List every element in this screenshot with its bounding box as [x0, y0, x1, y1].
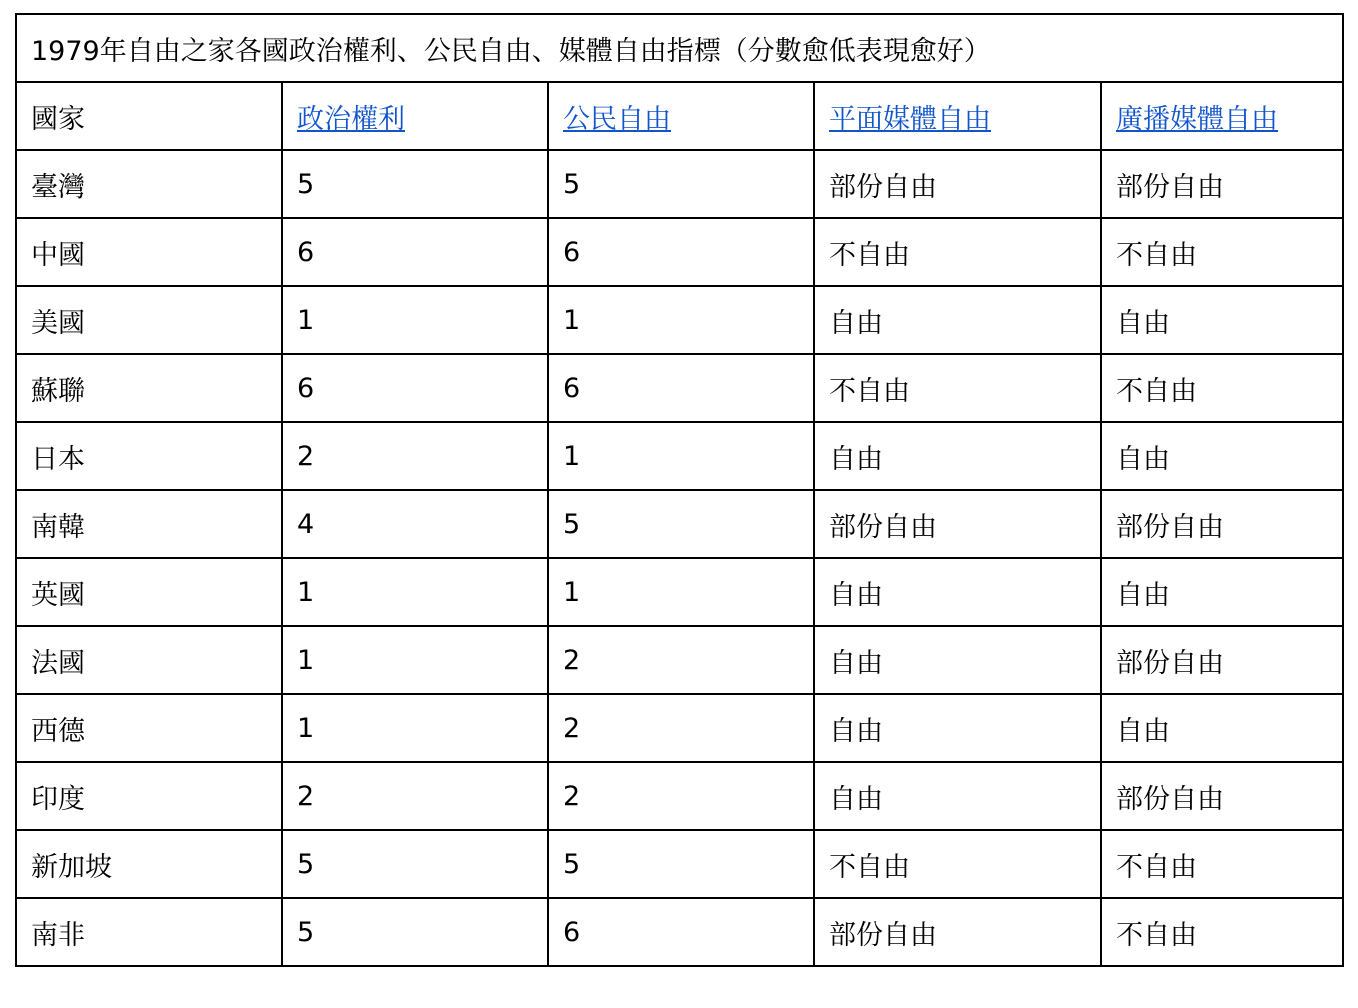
cell-print-media: 自由	[814, 762, 1101, 830]
header-country: 國家	[16, 82, 282, 150]
freedom-index-table	[15, 13, 1344, 967]
table-row	[16, 286, 1343, 354]
cell-country: 法國	[16, 626, 282, 694]
cell-broadcast-media: 不自由	[1101, 218, 1343, 286]
cell-country: 新加坡	[16, 830, 282, 898]
table-row	[16, 422, 1343, 490]
cell-print-media: 不自由	[814, 830, 1101, 898]
cell-country: 西德	[16, 694, 282, 762]
header-political-rights	[282, 82, 548, 150]
cell-political-rights: 5	[282, 898, 548, 966]
civil-liberties-link[interactable]: 公民自由	[563, 103, 671, 135]
cell-civil-liberties: 1	[548, 286, 814, 354]
cell-civil-liberties: 5	[548, 830, 814, 898]
header-print-media	[814, 82, 1101, 150]
cell-civil-liberties: 1	[548, 558, 814, 626]
table-row	[16, 898, 1343, 966]
cell-civil-liberties: 2	[548, 762, 814, 830]
table-row	[16, 762, 1343, 830]
cell-broadcast-media: 自由	[1101, 558, 1343, 626]
cell-print-media: 部份自由	[814, 490, 1101, 558]
cell-political-rights: 5	[282, 830, 548, 898]
cell-broadcast-media: 自由	[1101, 694, 1343, 762]
header-row	[16, 82, 1343, 150]
cell-country: 南韓	[16, 490, 282, 558]
cell-civil-liberties: 5	[548, 150, 814, 218]
cell-civil-liberties: 2	[548, 694, 814, 762]
cell-print-media: 自由	[814, 286, 1101, 354]
cell-political-rights: 2	[282, 422, 548, 490]
cell-broadcast-media: 部份自由	[1101, 626, 1343, 694]
cell-country: 英國	[16, 558, 282, 626]
cell-print-media: 不自由	[814, 218, 1101, 286]
table-row	[16, 694, 1343, 762]
cell-broadcast-media: 自由	[1101, 422, 1343, 490]
political-rights-link[interactable]: 政治權利	[297, 103, 405, 135]
cell-civil-liberties: 6	[548, 218, 814, 286]
table-row	[16, 626, 1343, 694]
table-row	[16, 150, 1343, 218]
cell-political-rights: 1	[282, 286, 548, 354]
cell-political-rights: 4	[282, 490, 548, 558]
cell-country: 中國	[16, 218, 282, 286]
cell-broadcast-media: 不自由	[1101, 354, 1343, 422]
title-row	[16, 14, 1343, 82]
table-title: 1979年自由之家各國政治權利、公民自由、媒體自由指標（分數愈低表現愈好）	[16, 14, 1343, 82]
cell-print-media: 部份自由	[814, 898, 1101, 966]
cell-country: 南非	[16, 898, 282, 966]
cell-broadcast-media: 部份自由	[1101, 762, 1343, 830]
cell-print-media: 不自由	[814, 354, 1101, 422]
cell-country: 蘇聯	[16, 354, 282, 422]
table-row	[16, 830, 1343, 898]
header-broadcast-media	[1101, 82, 1343, 150]
cell-print-media: 部份自由	[814, 150, 1101, 218]
cell-political-rights: 1	[282, 694, 548, 762]
cell-civil-liberties: 6	[548, 898, 814, 966]
cell-print-media: 自由	[814, 558, 1101, 626]
cell-broadcast-media: 部份自由	[1101, 490, 1343, 558]
table-row	[16, 558, 1343, 626]
cell-country: 日本	[16, 422, 282, 490]
cell-civil-liberties: 6	[548, 354, 814, 422]
cell-print-media: 自由	[814, 422, 1101, 490]
table-row	[16, 354, 1343, 422]
cell-political-rights: 1	[282, 626, 548, 694]
cell-print-media: 自由	[814, 626, 1101, 694]
cell-political-rights: 5	[282, 150, 548, 218]
cell-political-rights: 6	[282, 354, 548, 422]
cell-political-rights: 1	[282, 558, 548, 626]
cell-political-rights: 2	[282, 762, 548, 830]
cell-print-media: 自由	[814, 694, 1101, 762]
print-media-freedom-link[interactable]: 平面媒體自由	[829, 103, 991, 135]
cell-political-rights: 6	[282, 218, 548, 286]
cell-civil-liberties: 2	[548, 626, 814, 694]
cell-country: 印度	[16, 762, 282, 830]
cell-country: 美國	[16, 286, 282, 354]
cell-country: 臺灣	[16, 150, 282, 218]
broadcast-media-freedom-link[interactable]: 廣播媒體自由	[1116, 103, 1278, 135]
table-body	[16, 14, 1343, 966]
cell-broadcast-media: 不自由	[1101, 830, 1343, 898]
cell-broadcast-media: 不自由	[1101, 898, 1343, 966]
cell-broadcast-media: 部份自由	[1101, 150, 1343, 218]
header-civil-liberties	[548, 82, 814, 150]
cell-civil-liberties: 1	[548, 422, 814, 490]
cell-broadcast-media: 自由	[1101, 286, 1343, 354]
cell-civil-liberties: 5	[548, 490, 814, 558]
table-row	[16, 218, 1343, 286]
table-row	[16, 490, 1343, 558]
